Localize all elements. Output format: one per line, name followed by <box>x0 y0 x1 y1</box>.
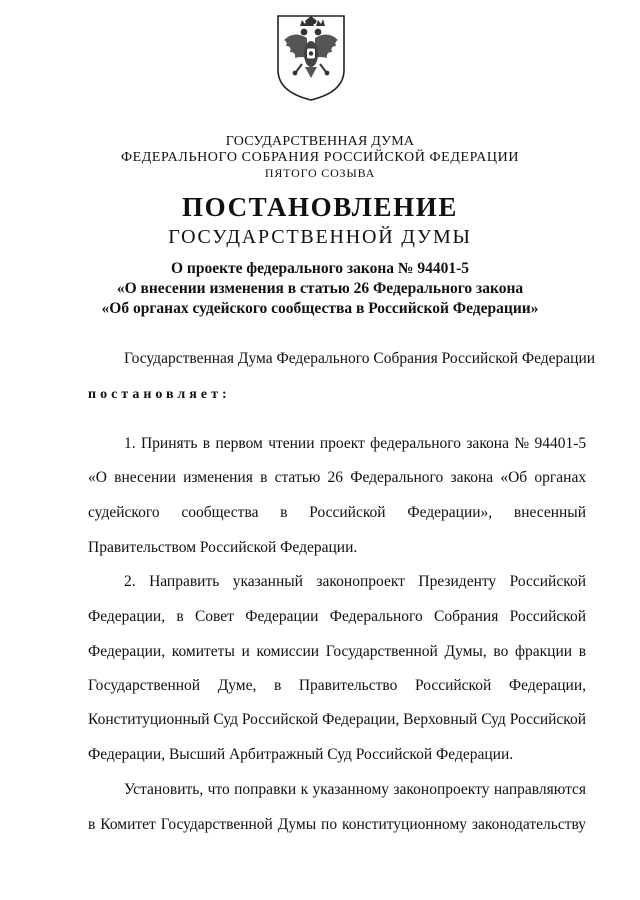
bill-line-1: О проекте федерального закона № 94401-5 <box>170 260 469 277</box>
p2-line-4: Государственной Думе, в Правительство Российской Федерации, <box>88 677 586 694</box>
p1-line-4: Правительством Российской Федерации. <box>88 539 358 556</box>
header-line-2: ФЕДЕРАЛЬНОГО СОБРАНИЯ РОССИЙСКОЙ ФЕДЕРАЦИИ <box>120 150 520 165</box>
coat-of-arms-icon <box>274 12 348 102</box>
header-line-3: ПЯТОГО СОЗЫВА <box>264 166 376 180</box>
p2-line-1: 2. Направить указанный законопроект Президенту Российской <box>124 573 587 590</box>
document-title: ПОСТАНОВЛЕНИЕ <box>182 192 458 222</box>
resolves-text: постановляет: <box>88 387 231 402</box>
p1-line-2: «О внесении изменения в статью 26 Федерального закона «Об органах <box>88 469 587 486</box>
bill-line-2: «О внесении изменения в статью 26 Федерального закона <box>116 280 524 297</box>
p1-line-3: судейского сообщества в Российской Федерации», внесенный <box>88 504 587 521</box>
p3-line-1: Установить, что поправки к указанному законопроекту направляются <box>124 781 587 798</box>
p2-line-2: Федерации, в Совет Федерации Федерального Собрания Российской <box>88 608 587 625</box>
p2-line-6: Федерации, Высший Арбитражный Суд Российской Федерации. <box>88 746 514 763</box>
intro-text: Государственная Дума Федерального Собрания Российской Федерации <box>124 350 596 367</box>
header-line-1: ГОСУДАРСТВЕННАЯ ДУМА <box>225 134 415 149</box>
p1-line-1: 1. Принять в первом чтении проект федерального закона № 94401-5 <box>124 435 587 452</box>
p2-line-3: Федерации, комитеты и комиссии Государственной Думы, во фракции в <box>88 643 587 660</box>
p2-line-5: Конституционный Суд Российской Федерации, Верховный Суд Российской <box>88 711 587 728</box>
p3-line-2: в Комитет Государственной Думы по конституционному законодательству <box>88 816 587 833</box>
document-subtitle: ГОСУДАРСТВЕННОЙ ДУМЫ <box>168 226 472 248</box>
bill-line-3: «Об органах судейского сообщества в Российской Федерации» <box>101 300 539 317</box>
